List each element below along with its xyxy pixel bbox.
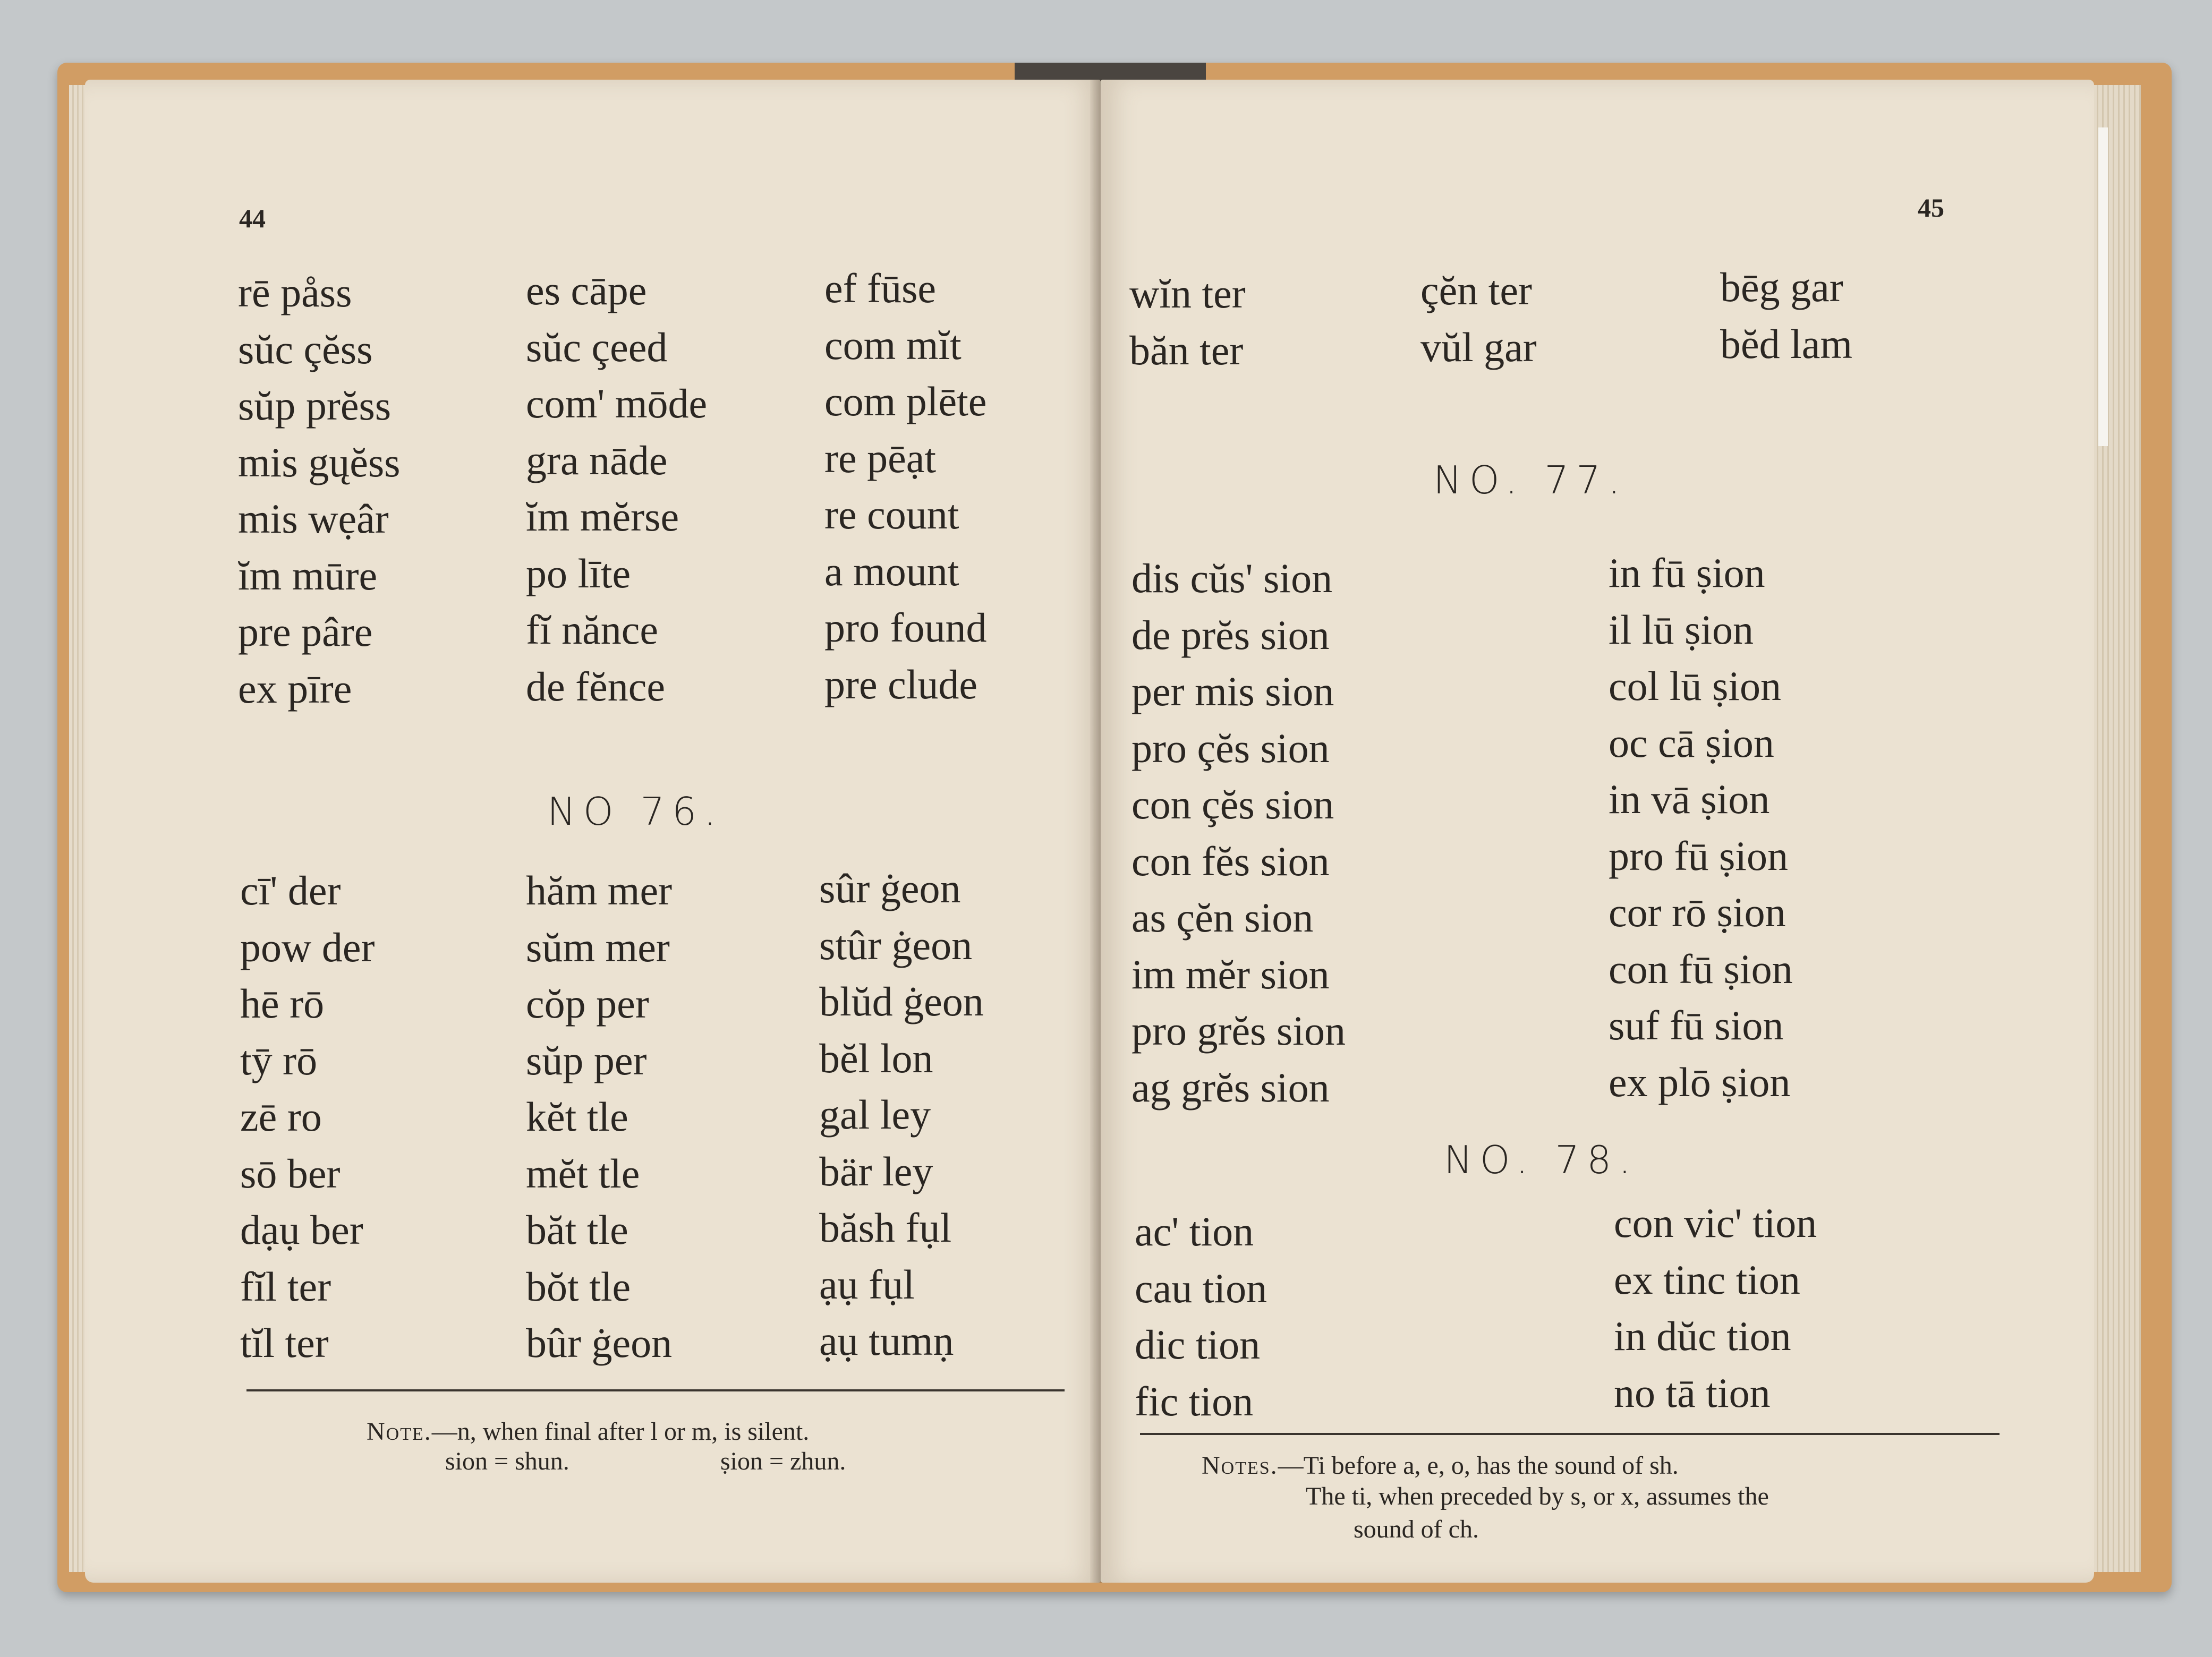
footnote-line2b bbox=[720, 1447, 846, 1476]
paper-strip bbox=[2098, 127, 2108, 446]
word: kĕt tle bbox=[526, 1094, 628, 1140]
word: băn ter bbox=[1129, 327, 1244, 373]
word-column bbox=[824, 260, 986, 713]
word: bär ley bbox=[819, 1148, 933, 1194]
word: de fĕnce bbox=[526, 663, 665, 710]
word: com mĭt bbox=[824, 321, 962, 368]
footnote bbox=[1202, 1451, 1679, 1480]
word: pre pâre bbox=[238, 609, 373, 655]
word: fĭ nănce bbox=[526, 607, 659, 653]
word: ag grĕs sion bbox=[1131, 1064, 1330, 1111]
word: con çĕs sion bbox=[1131, 781, 1334, 827]
word: hē rō bbox=[240, 980, 325, 1027]
footnote-line2 bbox=[1306, 1482, 1769, 1511]
word: gra nāde bbox=[526, 437, 668, 483]
word: pro grĕs sion bbox=[1131, 1007, 1346, 1054]
page-number: 45 bbox=[1918, 193, 1944, 223]
word: dis cŭs' sion bbox=[1131, 555, 1333, 601]
word: ac' tion bbox=[1135, 1208, 1254, 1254]
word: suf fū sion bbox=[1609, 1002, 1784, 1048]
word: cī' der bbox=[240, 867, 341, 913]
word: hăm mer bbox=[526, 867, 673, 913]
left-page bbox=[85, 80, 1101, 1583]
word-column bbox=[1131, 550, 1346, 1116]
word: as çĕn sion bbox=[1131, 894, 1314, 941]
word-column bbox=[240, 862, 375, 1372]
word: pre clude bbox=[824, 661, 978, 707]
word: fic tion bbox=[1135, 1378, 1254, 1424]
word: in vā ṣion bbox=[1609, 776, 1770, 822]
word: oc cā ṣion bbox=[1609, 719, 1774, 766]
word-column bbox=[1129, 266, 1246, 379]
note-text: —n, when final after l or m, is silent. bbox=[431, 1417, 810, 1446]
word: no tā tion bbox=[1614, 1369, 1771, 1416]
word: sŭp prĕss bbox=[238, 382, 392, 429]
word: băt tle bbox=[526, 1207, 628, 1253]
word-column bbox=[526, 262, 707, 715]
word: zē ro bbox=[240, 1094, 322, 1140]
word-column bbox=[1609, 545, 1793, 1111]
word: cau tion bbox=[1135, 1265, 1267, 1311]
word: im mĕr sion bbox=[1131, 951, 1330, 997]
word: ạụ tumṇ bbox=[819, 1318, 954, 1364]
word: stûr ġeon bbox=[819, 921, 973, 968]
section-heading-77: NO. 77. bbox=[1433, 458, 1628, 502]
word: mĕt tle bbox=[526, 1150, 640, 1197]
section-heading: NO 76. bbox=[547, 789, 724, 834]
word: ĭm mūre bbox=[238, 552, 378, 599]
word-column bbox=[1135, 1203, 1267, 1430]
notes-label: Notes. bbox=[1202, 1451, 1278, 1480]
section-heading-78: NO. 78. bbox=[1444, 1138, 1638, 1182]
word: gal ley bbox=[819, 1091, 931, 1138]
word: bŏt tle bbox=[526, 1263, 631, 1310]
footnote-line3 bbox=[1354, 1515, 1479, 1544]
word: mis wẹâr bbox=[238, 496, 389, 542]
footnote-line2 bbox=[445, 1447, 569, 1476]
word: cŏp per bbox=[526, 980, 649, 1027]
word: com plēte bbox=[824, 378, 987, 424]
word: ex plō ṣion bbox=[1609, 1058, 1791, 1105]
word-column bbox=[1420, 262, 1537, 375]
right-page bbox=[1101, 80, 2094, 1583]
note-zion: ṣion = zhun. bbox=[720, 1447, 846, 1475]
word: vŭl gar bbox=[1420, 323, 1537, 370]
word: in dŭc tion bbox=[1614, 1313, 1791, 1359]
word: sŭc çĕss bbox=[238, 326, 373, 372]
word: blŭd ġeon bbox=[819, 978, 984, 1024]
word-column bbox=[1720, 259, 1852, 372]
word: mis gųĕss bbox=[238, 439, 401, 485]
word: pro found bbox=[824, 604, 987, 651]
word: sō ber bbox=[240, 1150, 341, 1197]
word-column bbox=[238, 264, 401, 717]
note-label: Note. bbox=[367, 1417, 432, 1446]
word: de prĕs sion bbox=[1131, 611, 1330, 658]
word: bĕd lam bbox=[1720, 320, 1853, 367]
word: sûr ġeon bbox=[819, 865, 961, 911]
word: per mis sion bbox=[1131, 668, 1334, 714]
word: col lū ṣion bbox=[1609, 663, 1781, 709]
word: con fĕs sion bbox=[1131, 838, 1330, 884]
word: con vic' tion bbox=[1614, 1200, 1817, 1246]
word: sŭp per bbox=[526, 1037, 647, 1083]
word: wĭn ter bbox=[1129, 270, 1246, 317]
word: con fū ṣion bbox=[1609, 945, 1793, 992]
footnote-rule bbox=[246, 1389, 1065, 1391]
word: bēg gar bbox=[1720, 264, 1843, 310]
word: ạụ fụl bbox=[819, 1261, 915, 1308]
word: re pēạt bbox=[824, 434, 937, 481]
word: băsh fụl bbox=[819, 1205, 952, 1251]
word-column bbox=[819, 860, 984, 1370]
word: pro fū ṣion bbox=[1609, 832, 1788, 879]
notes-line1: —Ti before a, e, o, has the sound of sh. bbox=[1278, 1451, 1679, 1480]
word: bûr ġeon bbox=[526, 1320, 673, 1366]
word: po līte bbox=[526, 550, 631, 596]
word: bĕl lon bbox=[819, 1035, 933, 1081]
word: pro çĕs sion bbox=[1131, 724, 1330, 771]
word: ex pīre bbox=[238, 665, 352, 712]
notes-line3: sound of ch. bbox=[1354, 1515, 1479, 1543]
page-number: 44 bbox=[239, 203, 266, 233]
word: ef fūse bbox=[824, 265, 937, 311]
word: in fū ṣion bbox=[1609, 550, 1765, 596]
word: sŭc çeed bbox=[526, 323, 668, 370]
word: ĭm mĕrse bbox=[526, 493, 679, 540]
word: il lū ṣion bbox=[1609, 606, 1754, 653]
word: dic tion bbox=[1135, 1321, 1261, 1368]
word-column bbox=[526, 862, 672, 1372]
footnote bbox=[367, 1417, 809, 1446]
note-sion: sion = shun. bbox=[445, 1447, 569, 1475]
word: fĭl ter bbox=[240, 1263, 331, 1310]
word: çĕn ter bbox=[1420, 267, 1533, 313]
word: es cāpe bbox=[526, 267, 647, 313]
word: com' mōde bbox=[526, 380, 708, 426]
footnote-rule bbox=[1140, 1433, 2000, 1435]
word: pow der bbox=[240, 924, 375, 970]
word-column bbox=[1614, 1195, 1817, 1421]
word: ex tinc tion bbox=[1614, 1256, 1800, 1303]
word: tĭl ter bbox=[240, 1320, 329, 1366]
notes-line2: The ti, when preceded by s, or x, assumes the bbox=[1306, 1482, 1769, 1510]
word: a mount bbox=[824, 548, 959, 594]
word: tȳ rō bbox=[240, 1037, 318, 1083]
word: cor rō ṣion bbox=[1609, 889, 1786, 935]
word: dạụ ber bbox=[240, 1207, 363, 1253]
word: re count bbox=[824, 491, 959, 537]
word: rē påss bbox=[238, 269, 352, 315]
word: sŭm mer bbox=[526, 924, 670, 970]
